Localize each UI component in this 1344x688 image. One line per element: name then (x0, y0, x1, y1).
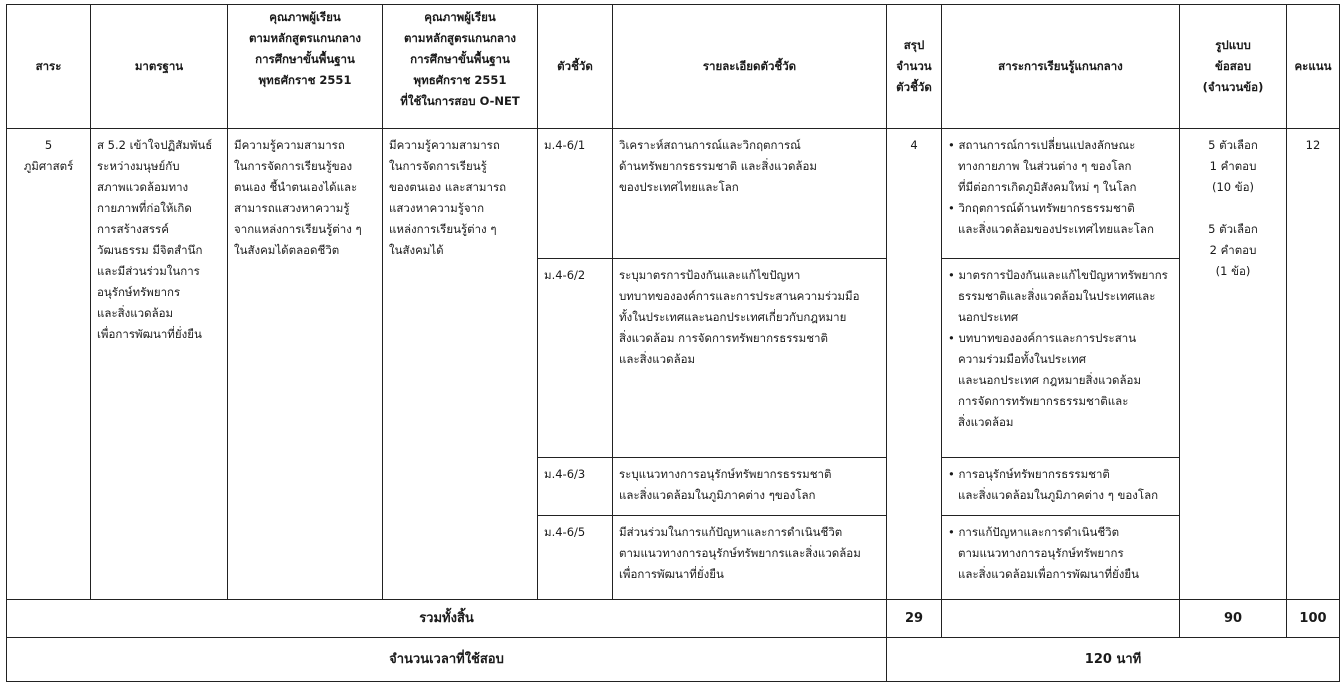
text-line: และสิ่งแวดล้อมในภูมิภาคต่าง ๆของโลก (619, 488, 816, 502)
exam-format-b (1186, 219, 1280, 282)
time-value: 120 นาที (887, 638, 1340, 682)
total-items: 90 (1180, 600, 1287, 638)
core-content (942, 129, 1180, 259)
text-line: พุทธศักราช 2551 (413, 73, 507, 87)
text-line: ระบุแนวทางการอนุรักษ์ทรัพยากรธรรมชาติ (619, 467, 832, 481)
header-indicator-detail (613, 5, 887, 129)
text-line: ระบุมาตรการป้องกันและแก้ไขปัญหา (619, 268, 801, 282)
text-line: กายภาพที่ก่อให้เกิด (97, 201, 192, 215)
text-line: วัฒนธรรม มีจิตสำนึก (97, 243, 203, 257)
text-line: การศึกษาขั้นพื้นฐาน (410, 52, 510, 66)
text-line: จำนวน (896, 59, 932, 73)
header-row (7, 5, 1340, 129)
text-line: คุณภาพผู้เรียน (424, 10, 496, 24)
text-line: คุณภาพผู้เรียน (269, 10, 341, 24)
core-content (942, 516, 1180, 600)
text-line: อนุรักษ์ทรัพยากร (97, 285, 181, 299)
total-indicators: 29 (887, 600, 942, 638)
text-line: ธรรมชาติและสิ่งแวดล้อมในประเทศและ (958, 289, 1156, 303)
text-line: • วิกฤตการณ์ด้านทรัพยากรธรรมชาติ (948, 201, 1135, 215)
text-line: ตามแนวทางการอนุรักษ์ทรัพยากรและสิ่งแวดล้อม (619, 546, 861, 560)
text-line: รูปแบบ (1215, 38, 1251, 52)
text-line: และมีส่วนร่วมในการ (97, 264, 200, 278)
text-line: มีความรู้ความสามารถ (234, 138, 345, 152)
indicator-code: ม.4-6/1 (538, 129, 613, 259)
quality-core-cell (228, 129, 383, 600)
text-line: รายละเอียดตัวชี้วัด (702, 59, 797, 73)
text-line: • มาตรการป้องกันและแก้ไขปัญหาทรัพยากร (948, 268, 1168, 282)
text-line: (10 ข้อ) (1211, 180, 1255, 194)
text-line: • สถานการณ์การเปลี่ยนแปลงลักษณะ (948, 138, 1136, 152)
text-line: ทางกายภาพ ในส่วนต่าง ๆ ของโลก (958, 159, 1132, 173)
text-line: มาตรฐาน (134, 59, 184, 73)
text-line: เพื่อการพัฒนาที่ยั่งยืน (619, 567, 724, 581)
text-line: 1 คำตอบ (1209, 159, 1257, 173)
text-line: ในสังคมได้ (389, 243, 444, 257)
header-subject (7, 5, 91, 129)
text-line: ตามหลักสูตรแกนกลาง (403, 31, 517, 45)
text-line: 2 คำตอบ (1209, 243, 1257, 257)
text-line: ส 5.2 เข้าใจปฏิสัมพันธ์ (97, 138, 213, 152)
text-line: แหล่งการเรียนรู้ต่าง ๆ (389, 222, 497, 236)
total-score: 100 (1287, 600, 1340, 638)
text-line: ด้านทรัพยากรธรรมชาติ และสิ่งแวดล้อม (619, 159, 817, 173)
total-label: รวมทั้งสิ้น (7, 600, 887, 638)
text-line: 5 ตัวเลือก (1208, 138, 1258, 152)
text-line: ระหว่างมนุษย์กับ (97, 159, 180, 173)
total-row (7, 600, 1340, 638)
indicator-detail (613, 458, 887, 516)
time-label: จำนวนเวลาที่ใช้สอบ (7, 638, 887, 682)
header-core-content (942, 5, 1180, 129)
indicator-code: ม.4-6/5 (538, 516, 613, 600)
text-line: มีส่วนร่วมในการแก้ปัญหาและการดำเนินชีวิต (619, 525, 843, 539)
text-line: นอกประเทศ (958, 310, 1019, 324)
total-empty (942, 600, 1180, 638)
text-line: ภูมิศาสตร์ (23, 159, 74, 173)
text-line: เพื่อการพัฒนาที่ยั่งยืน (97, 327, 202, 341)
text-line: สภาพแวดล้อมทาง (97, 180, 189, 194)
text-line: ตัวชี้วัด (557, 59, 593, 73)
header-exam-format (1180, 5, 1287, 129)
text-line: และสิ่งแวดล้อม (97, 306, 174, 320)
subject-cell (7, 129, 91, 600)
indicator-detail (613, 259, 887, 458)
text-line: (จำนวนข้อ) (1202, 80, 1264, 94)
text-line: วิเคราะห์สถานการณ์และวิกฤตการณ์ (619, 138, 801, 152)
text-line: ในการจัดการเรียนรู้ (389, 159, 487, 173)
time-row (7, 638, 1340, 682)
text-line: สาระ (35, 59, 62, 73)
text-line: การจัดการทรัพยากรธรรมชาติและ (958, 394, 1129, 408)
standard-cell (91, 129, 228, 600)
core-content (942, 458, 1180, 516)
exam-format-cell (1180, 129, 1287, 600)
text-line: ข้อสอบ (1215, 59, 1251, 73)
text-line: ที่มีต่อการเกิดภูมิสังคมใหม่ ๆ ในโลก (958, 180, 1137, 194)
header-indicator (538, 5, 613, 129)
text-line: • การอนุรักษ์ทรัพยากรธรรมชาติ (948, 467, 1110, 481)
text-line: มีความรู้ความสามารถ (389, 138, 500, 152)
table-row (7, 129, 1340, 259)
text-line: และสิ่งแวดล้อมเพื่อการพัฒนาที่ยั่งยืน (958, 567, 1139, 581)
text-line: ตัวชี้วัด (896, 80, 932, 94)
text-line: สิ่งแวดล้อม (958, 415, 1014, 429)
text-line: ของตนเอง และสามารถ (389, 180, 507, 194)
core-content (942, 259, 1180, 458)
indicator-code: ม.4-6/3 (538, 458, 613, 516)
text-line: ของประเทศไทยและโลก (619, 180, 739, 194)
header-quality-onet (383, 5, 538, 129)
text-line: (1 ข้อ) (1215, 264, 1251, 278)
indicator-detail (613, 129, 887, 259)
header-standard (91, 5, 228, 129)
text-line: • บทบาทขององค์การและการประสาน (948, 331, 1137, 345)
text-line: ที่ใช้ในการสอบ O-NET (400, 94, 520, 108)
header-indicator-count (887, 5, 942, 129)
text-line: การสร้างสรรค์ (97, 222, 169, 236)
text-line: และสิ่งแวดล้อมของประเทศไทยและโลก (958, 222, 1154, 236)
text-line: 5 ตัวเลือก (1208, 222, 1258, 236)
text-line: ทั้งในประเทศและนอกประเทศเกี่ยวกับกฎหมาย (619, 310, 847, 324)
text-line: • การแก้ปัญหาและการดำเนินชีวิต (948, 525, 1120, 539)
text-line: ความร่วมมือทั้งในประเทศ (958, 352, 1087, 366)
text-line: พุทธศักราช 2551 (258, 73, 352, 87)
quality-onet-cell (383, 129, 538, 600)
exam-blueprint-table (6, 4, 1340, 682)
text-line: แสวงหาความรู้จาก (389, 201, 485, 215)
indicator-detail (613, 516, 887, 600)
header-quality-core (228, 5, 383, 129)
score-cell: 12 (1287, 129, 1340, 600)
exam-format-a (1186, 135, 1280, 198)
text-line: และสิ่งแวดล้อมในภูมิภาคต่าง ๆ ของโลก (958, 488, 1159, 502)
indicator-count-cell: 4 (887, 129, 942, 600)
header-score (1287, 5, 1340, 129)
text-line: สาระการเรียนรู้แกนกลาง (998, 59, 1123, 73)
text-line: ในสังคมได้ตลอดชีวิต (234, 243, 340, 257)
text-line: คะแนน (1294, 59, 1332, 73)
text-line: 5 (44, 138, 53, 152)
text-line: และสิ่งแวดล้อม (619, 352, 696, 366)
text-line: สามารถแสวงหาความรู้ (234, 201, 350, 215)
text-line: ตนเอง ชี้นำตนเองได้และ (234, 180, 358, 194)
text-line: ตามหลักสูตรแกนกลาง (248, 31, 362, 45)
text-line: จากแหล่งการเรียนรู้ต่าง ๆ (234, 222, 362, 236)
text-line: สรุป (903, 38, 925, 52)
text-line: การศึกษาขั้นพื้นฐาน (255, 52, 355, 66)
text-line: บทบาทขององค์การและการประสานความร่วมมือ (619, 289, 860, 303)
text-line: สิ่งแวดล้อม การจัดการทรัพยากรธรรมชาติ (619, 331, 828, 345)
text-line: ตามแนวทางการอนุรักษ์ทรัพยากร (958, 546, 1124, 560)
text-line: และนอกประเทศ กฎหมายสิ่งแวดล้อม (958, 373, 1142, 387)
text-line: ในการจัดการเรียนรู้ของ (234, 159, 353, 173)
indicator-code: ม.4-6/2 (538, 259, 613, 458)
